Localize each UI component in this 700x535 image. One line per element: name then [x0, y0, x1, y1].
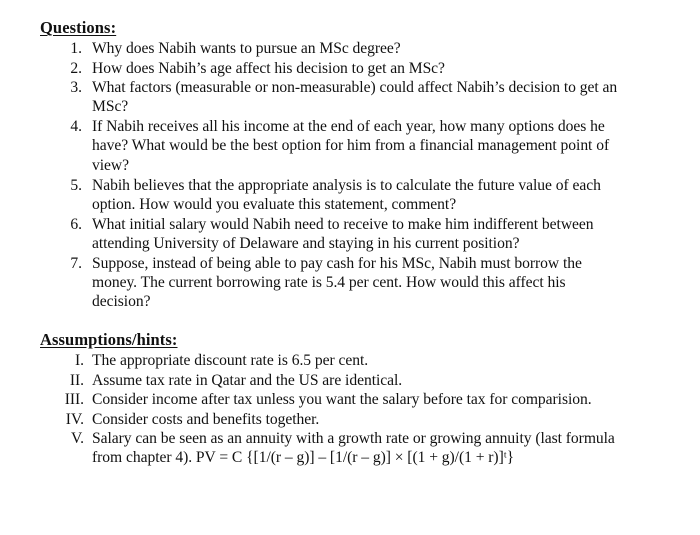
- question-text-line: Why does Nabih wants to pursue an MSc degree?: [92, 40, 401, 57]
- question-number: 5.: [70, 176, 82, 194]
- question-text-line: How does Nabih’s age affect his decision to get an MSc?: [92, 59, 445, 77]
- assumption-text-line: Consider costs and benefits together.: [92, 410, 320, 428]
- assumption-text-line: Consider income after tax unless you want the salary before tax for comparision.: [92, 391, 592, 408]
- assumption-formula-line: from chapter 4). PV = C {[1/(r – g)] – [1/(r – g)] × [(1 + g)/(1 + r)]ᵗ}: [92, 449, 515, 467]
- assumptions-heading: Assumptions/hints:: [40, 330, 178, 349]
- question-text-line: have? What would be the best option for him from a financial management point of: [92, 137, 610, 155]
- question-number: 4.: [70, 118, 82, 135]
- assumption-number: V.: [70, 430, 84, 447]
- assumption-text-line: The appropriate discount rate is 6.5 per cent.: [92, 352, 369, 369]
- question-text-line: option. How would you evaluate this statement, comment?: [92, 195, 457, 213]
- question-text-line: view?: [92, 156, 129, 174]
- question-text-line: Suppose, instead of being able to pay cash for his MSc, Nabih must borrow the: [92, 254, 582, 272]
- assumption-number: I.: [75, 352, 84, 369]
- question-text-line: decision?: [92, 293, 151, 311]
- question-number: 6.: [70, 215, 82, 233]
- question-number: 3.: [70, 79, 82, 96]
- question-text-line: MSc?: [92, 98, 129, 116]
- assumption-number: IV.: [65, 410, 84, 428]
- assumption-number: III.: [64, 391, 84, 408]
- assumption-text-line: Assume tax rate in Qatar and the US are identical.: [92, 371, 403, 389]
- question-number: 1.: [70, 40, 82, 57]
- question-text-line: What factors (measurable or non-measurable) could affect Nabih’s decision to get an: [92, 79, 618, 96]
- question-number: 7.: [70, 254, 82, 272]
- assumption-number: II.: [69, 371, 84, 389]
- question-number: 2.: [70, 59, 82, 77]
- question-text-line: money. The current borrowing rate is 5.4 per cent. How would this affect his: [92, 273, 566, 291]
- question-text-line: Nabih believes that the appropriate analysis is to calculate the future value of each: [92, 176, 601, 194]
- questions-heading: Questions:: [40, 18, 117, 37]
- question-text-line: If Nabih receives all his income at the end of each year, how many options does he: [92, 118, 605, 135]
- assumption-text-line: Salary can be seen as an annuity with a growth rate or growing annuity (last formula: [92, 430, 615, 447]
- question-text-line: What initial salary would Nabih need to receive to make him indifferent between: [92, 215, 594, 233]
- question-text-line: attending University of Delaware and staying in his current position?: [92, 234, 520, 252]
